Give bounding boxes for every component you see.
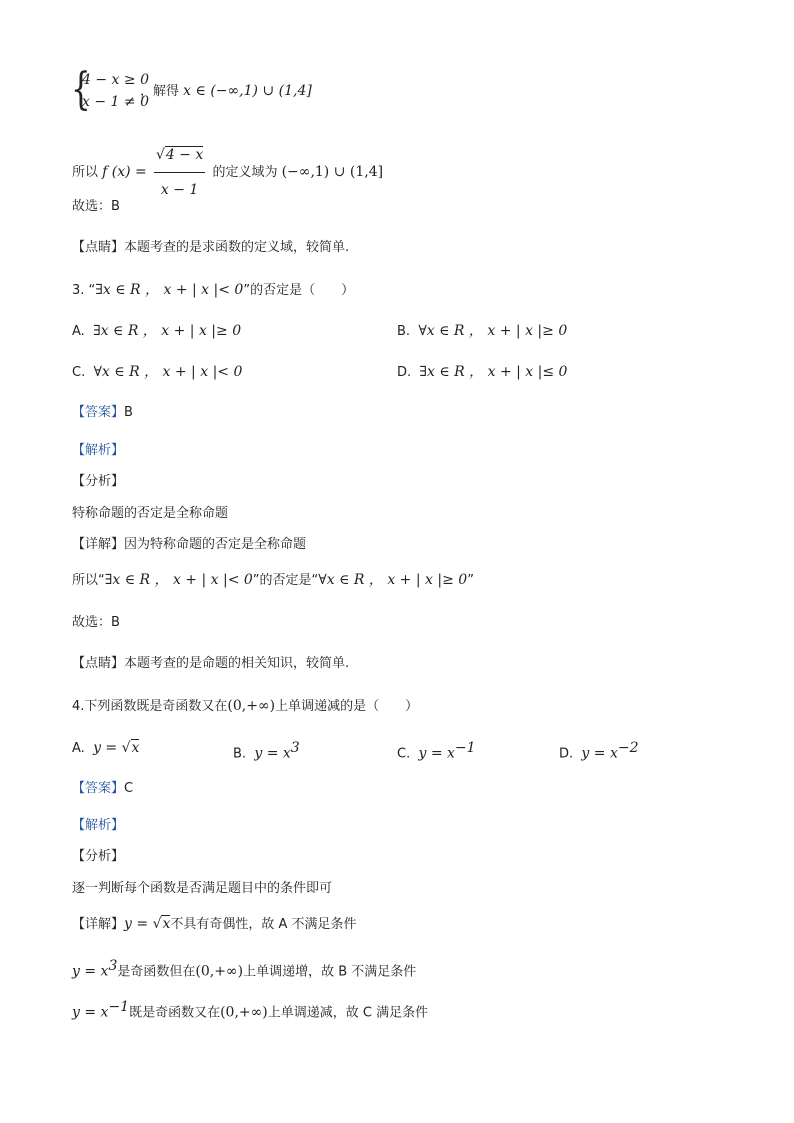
- q2-choose: 故选：B: [72, 199, 120, 214]
- q3-stem-math: ∃x ∈ R ， x + | x |< 0: [95, 282, 244, 298]
- domain-fraction: $\frac{√4 - x}{x - 1}$: [154, 138, 205, 207]
- comment-tag: 【点睛】: [72, 240, 125, 255]
- detail-math: y = x: [72, 1004, 109, 1021]
- q3-option-a: [72, 322, 241, 341]
- comment-text: 本题考查的是求函数的定义域，较简单.: [124, 240, 350, 255]
- comment-text: 本题考查的是命题的相关知识，较简单.: [124, 656, 350, 671]
- sqrt-expr: √x: [152, 916, 171, 932]
- inequality-system: [82, 69, 149, 113]
- solve-math: x ∈ (−∞,1) ∪ (1,4]: [183, 83, 312, 99]
- detail-interval: (0,+∞): [195, 963, 244, 980]
- option-math: ∀x ∈ R ， x + | x |< 0: [93, 364, 243, 380]
- option-label: D.: [397, 365, 412, 380]
- q2-comment: [72, 239, 349, 257]
- xiangjie-tag: 【详解】: [72, 917, 125, 932]
- xiangjie-text: 因为特称命题的否定是全称命题: [124, 537, 307, 552]
- left-brace: {: [71, 64, 91, 115]
- q3-choose: 故选：B: [72, 615, 120, 630]
- sqrt-expr: √x: [121, 740, 140, 756]
- xiangjie-tag: 【详解】: [72, 537, 125, 552]
- detail-text: 既是奇函数又在: [129, 1005, 221, 1021]
- option-label: A.: [72, 324, 85, 339]
- option-exponent: −1: [454, 740, 476, 756]
- option-base: y = x: [581, 745, 618, 762]
- domain-fraction-den: x − 1: [160, 182, 199, 198]
- q4-detail-1: [72, 915, 357, 934]
- option-exponent: 3: [290, 740, 300, 756]
- detail-math: y =: [124, 916, 153, 932]
- answer-value: B: [124, 405, 133, 420]
- q3-fenxi-tag: 【分析】: [72, 474, 125, 489]
- detail-text: 不具有奇偶性，故 A 不满足条件: [170, 917, 357, 932]
- so-prefix: 所以“: [72, 573, 105, 588]
- so-suffix: ”: [467, 573, 474, 588]
- q3-fenxi: 特称命题的否定是全称命题: [72, 506, 229, 521]
- system-row-2: x − 1 ≠ 0: [82, 94, 149, 110]
- q4-stem-interval: (0,+∞): [227, 698, 276, 714]
- q3-option-d: [397, 363, 567, 382]
- option-base: y =: [93, 740, 122, 756]
- q4-fenxi: 逐一判断每个函数是否满足题目中的条件即可: [72, 881, 333, 896]
- detail-exponent: −1: [108, 999, 130, 1015]
- q3-comment: [72, 655, 349, 673]
- answer-tag: 【答案】: [72, 405, 125, 420]
- option-label: B.: [397, 324, 411, 339]
- comment-tag: 【点睛】: [72, 656, 125, 671]
- q4-stem: [72, 697, 418, 716]
- q4-option-c: [397, 739, 476, 763]
- q3-so-line: [72, 571, 474, 590]
- q3-option-c: [72, 363, 242, 382]
- option-exponent: −2: [617, 740, 639, 756]
- sqrt-radicand: x: [131, 740, 140, 756]
- option-label: B.: [233, 746, 247, 762]
- detail-interval: (0,+∞): [220, 1004, 268, 1021]
- system-solution: [140, 82, 312, 101]
- q4-jiexi-tag: 【解析】: [72, 818, 125, 833]
- sqrt-radicand: x: [162, 916, 171, 932]
- detail-exponent: 3: [108, 958, 118, 974]
- q4-stem-prefix: 4.下列函数既是奇函数又在: [72, 699, 228, 714]
- option-math: ∃x ∈ R ， x + | x |≤ 0: [419, 364, 568, 380]
- q4-fenxi-tag: 【分析】: [72, 849, 125, 864]
- detail-text: 是奇函数但在: [117, 964, 196, 980]
- option-math: ∃x ∈ R ， x + | x |≥ 0: [93, 323, 242, 339]
- option-math: ∀x ∈ R ， x + | x |≥ 0: [418, 323, 568, 339]
- system-row-1: 4 − x ≥ 0: [82, 72, 149, 88]
- q4-answer: [72, 780, 133, 798]
- q3-jiexi-tag: 【解析】: [72, 443, 125, 458]
- detail-text-2: 上单调递减，故 C 满足条件: [267, 1005, 429, 1021]
- q4-option-d: [559, 739, 639, 763]
- option-label: C.: [72, 365, 86, 380]
- option-base: y = x: [418, 745, 455, 762]
- option-label: D.: [559, 746, 574, 762]
- so-math-1: ∃x ∈ R ， x + | x |< 0: [104, 572, 253, 588]
- q3-stem: [72, 281, 354, 300]
- so-mid: ”的否定是“: [252, 573, 319, 588]
- answer-value: C: [124, 781, 134, 796]
- q4-stem-suffix: 上单调递减的是（ ）: [275, 699, 419, 714]
- domain-prefix: 所以: [72, 165, 99, 180]
- q3-option-b: [397, 322, 567, 341]
- q4-option-a: [72, 739, 139, 758]
- solve-text: ，解得: [140, 84, 180, 99]
- domain-fraction-num: 4 − x: [165, 147, 204, 163]
- q3-answer: [72, 404, 133, 422]
- q4-detail-2: [72, 957, 416, 981]
- answer-tag: 【答案】: [72, 781, 125, 796]
- so-math-2: ∀x ∈ R ， x + | x |≥ 0: [318, 572, 468, 588]
- option-label: C.: [397, 746, 411, 762]
- domain-suffix: 的定义域为: [212, 165, 278, 180]
- option-base: y = x: [254, 745, 291, 762]
- q3-stem-prefix: 3. “: [72, 283, 96, 298]
- option-label: A.: [72, 741, 85, 756]
- detail-math: y = x: [72, 963, 109, 980]
- q4-detail-3: [72, 998, 428, 1022]
- domain-interval: (−∞,1) ∪ (1,4]: [281, 164, 384, 180]
- domain-f: f (x) =: [102, 164, 147, 180]
- q4-option-b: [233, 739, 300, 763]
- q3-xiangjie: [72, 536, 306, 554]
- q3-stem-suffix: ”的否定是（ ）: [243, 283, 355, 298]
- detail-text-2: 上单调递增，故 B 不满足条件: [243, 964, 417, 980]
- domain-line: [72, 138, 383, 207]
